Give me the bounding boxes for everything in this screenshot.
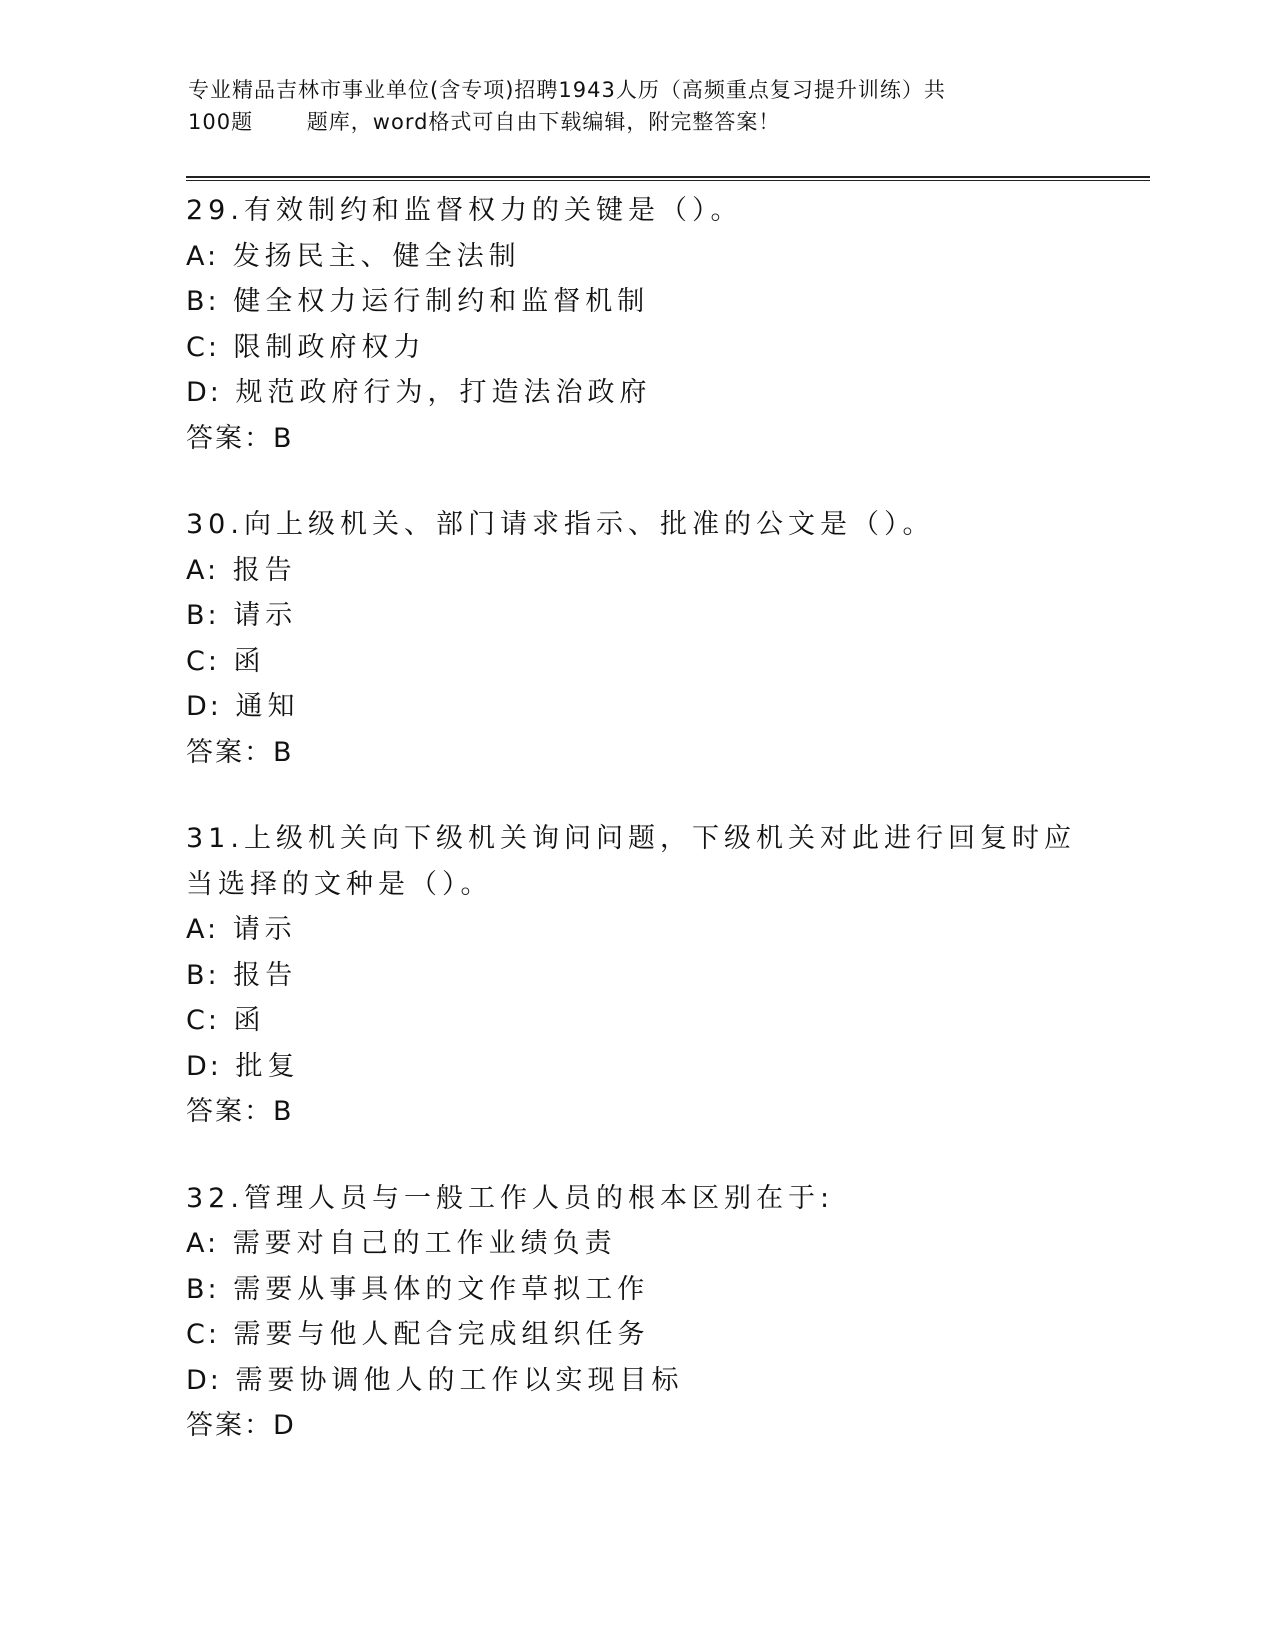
header-title-line-2: 100题 题库，word格式可自由下载编辑，附完整答案！ xyxy=(188,110,781,134)
option-c xyxy=(186,1312,1106,1358)
option-text: 规范政府行为，打造法治政府 xyxy=(235,377,652,408)
option-d xyxy=(186,1358,1106,1404)
option-label: D: xyxy=(186,377,222,408)
header-title-line-1: 专业精品吉林市事业单位(含专项)招聘1943人历（高频重点复习提升训练）共 xyxy=(188,78,946,102)
option-c xyxy=(186,639,1106,685)
option-c xyxy=(186,998,1106,1044)
question-text: 29.有效制约和监督权力的关键是（）。 xyxy=(186,195,743,226)
option-label: B: xyxy=(186,600,220,631)
option-d xyxy=(186,684,1106,730)
option-text: 报告 xyxy=(232,554,297,586)
option-label: B: xyxy=(186,286,220,317)
option-text: 通知 xyxy=(235,691,300,722)
question-32 xyxy=(186,1176,1106,1449)
option-text: 需要从事具体的文作草拟工作 xyxy=(233,1273,650,1305)
option-text: 健全权力运行制约和监督机制 xyxy=(233,286,650,317)
option-label: A: xyxy=(186,554,220,586)
option-label: C: xyxy=(186,1319,220,1350)
option-text: 需要与他人配合完成组织任务 xyxy=(233,1319,650,1350)
question-list xyxy=(186,188,1106,1490)
option-b xyxy=(186,593,1106,639)
option-c xyxy=(186,325,1106,371)
option-label: C: xyxy=(186,645,220,677)
question-31 xyxy=(186,816,1106,1135)
option-text: 请示 xyxy=(233,600,298,631)
header-divider xyxy=(186,176,1150,181)
option-b xyxy=(186,953,1106,999)
option-label: D: xyxy=(186,691,222,722)
option-label: C: xyxy=(186,1005,220,1036)
option-text: 发扬民主、健全法制 xyxy=(232,240,521,272)
option-b xyxy=(186,1267,1106,1313)
option-a xyxy=(186,234,1106,280)
option-text: 需要对自己的工作业绩负责 xyxy=(232,1228,617,1259)
question-text: 31.上级机关向下级机关询问问题，下级机关对此进行回复时应当选择的文种是（）。 xyxy=(186,823,1076,900)
option-label: B: xyxy=(186,1273,220,1305)
option-label: B: xyxy=(186,959,220,991)
option-text: 请示 xyxy=(232,914,297,945)
option-label: D: xyxy=(186,1364,222,1396)
option-a xyxy=(186,548,1106,594)
answer: 答案：B xyxy=(186,422,294,454)
option-text: 报告 xyxy=(233,959,298,991)
answer: 答案：D xyxy=(186,1410,296,1441)
option-a xyxy=(186,907,1106,953)
option-d xyxy=(186,1044,1106,1090)
question-29 xyxy=(186,188,1106,461)
option-label: A: xyxy=(186,914,220,945)
option-text: 批复 xyxy=(235,1050,300,1082)
option-label: A: xyxy=(186,240,220,272)
option-text: 限制政府权力 xyxy=(233,331,426,363)
option-text: 函 xyxy=(233,1005,266,1036)
option-label: D: xyxy=(186,1050,222,1082)
question-30 xyxy=(186,502,1106,775)
answer: 答案：B xyxy=(186,736,294,768)
option-d xyxy=(186,370,1106,416)
question-text: 30.向上级机关、部门请求指示、批准的公文是（）。 xyxy=(186,509,935,540)
option-b xyxy=(186,279,1106,325)
option-text: 需要协调他人的工作以实现目标 xyxy=(235,1364,684,1396)
option-label: A: xyxy=(186,1228,220,1259)
option-label: C: xyxy=(186,331,220,363)
question-text: 32.管理人员与一般工作人员的根本区别在于: xyxy=(186,1182,835,1214)
option-text: 函 xyxy=(233,645,266,677)
answer: 答案：B xyxy=(186,1096,294,1127)
document-header xyxy=(188,74,1088,138)
option-a xyxy=(186,1221,1106,1267)
